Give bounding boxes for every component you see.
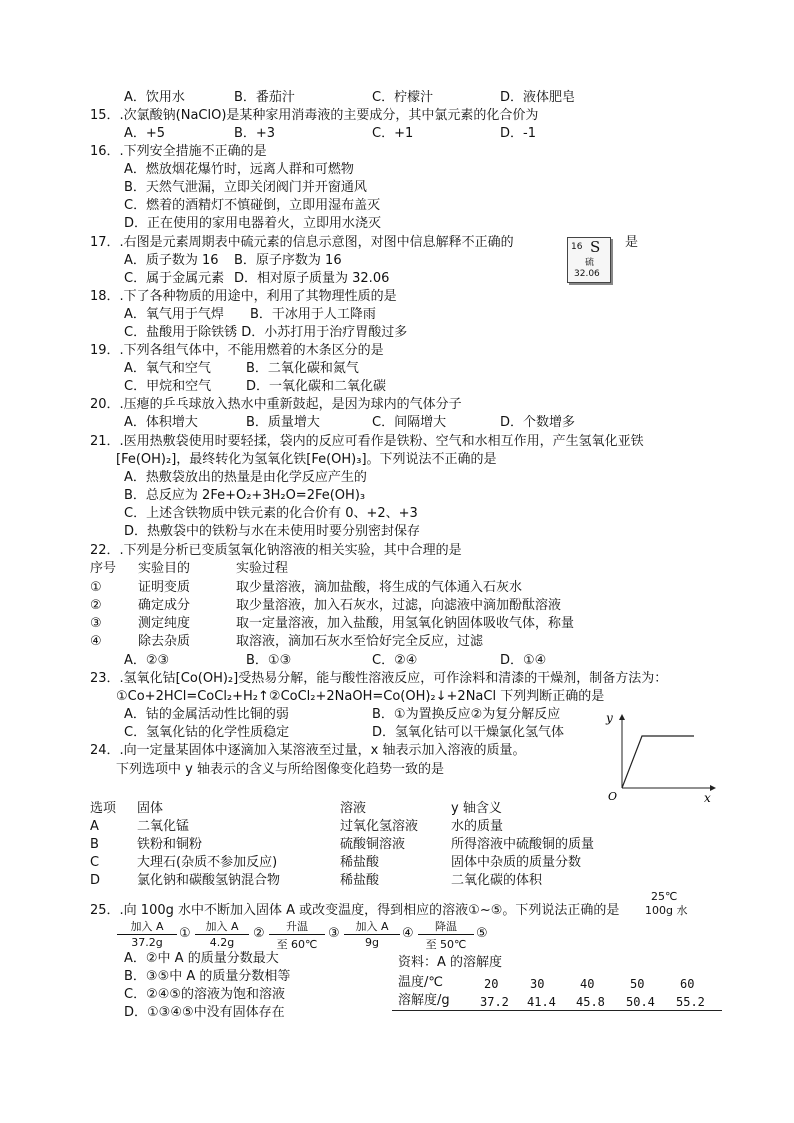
step3-arrow [269,934,325,935]
q14-option-c: C．柠檬汁 [372,90,434,105]
q20-stem: 20．.压瘪的乒乓球放入热水中重新鼓起，是因为球内的气体分子 [90,397,462,412]
q17-option-a: A．质子数为 16 [124,253,219,268]
q16-option-a: A．燃放烟花爆竹时，远离人群和可燃物 [124,162,354,177]
q15-option-a: A．+5 [124,126,166,141]
q19-option-b: B．二氧化碳和氮气 [246,361,359,376]
q24-row-b-solution: 硫酸铜溶液 [340,837,406,852]
q14-option-b: B．番茄汁 [234,90,295,105]
trend-line [622,736,694,788]
q22-header-goal: 实验目的 [138,561,191,576]
atomic-mass: 32.06 [574,269,600,279]
q24-row-b-solid: 铁粉和铜粉 [137,837,203,852]
q22-row4-no: ④ [90,634,102,649]
q15-option-d: D．-1 [500,126,536,141]
q24-row-a-solid: 二氧化锰 [137,819,190,834]
temp-20: 20 [484,977,499,991]
q19-option-d: D．一氧化碳和二氧化碳 [246,379,387,394]
step3-top: 升温 [286,920,308,933]
q22-row1-goal: 证明变质 [138,580,191,595]
q16-option-d: D．正在使用的家用电器着火，立即用水浇灭 [124,216,382,231]
q22-option-c: C．②④ [372,653,418,668]
q21-option-c: C．上述含铁物质中铁元素的化合价有 0、+2、+3 [124,506,418,521]
q15-stem: 15．.次氯酸钠(NaClO)是某种家用消毒液的主要成分，其中氯元素的化合价为 [90,108,539,123]
step2-bottom: 4.2g [209,936,235,949]
q18-option-b: B．干冰用于人工降雨 [250,307,376,322]
solubility-title: 资料：A 的溶解度 [398,955,503,970]
q23-stem-line2: ①Co+2HCl=CoCl₂+H₂↑②CoCl₂+2NaOH=Co(OH)₂↓+2NaCl 下列判断正确的是 [116,689,605,704]
q24-row-a-option: A [90,819,99,834]
step1-bottom: 37.2g [131,936,163,949]
q22-header-procedure: 实验过程 [236,561,289,576]
q25-option-c: C．②④⑤的溶液为饱和溶液 [124,987,286,1002]
atomic-number: 16 [571,242,583,252]
q23-option-b: B．①为置换反应②为复分解反应 [372,707,561,722]
q24-row-b-yaxis: 所得溶液中硫酸铜的质量 [451,837,595,852]
q22-option-d: D．①④ [500,653,547,668]
q17-stem: 17．.右图是元素周期表中硫元素的信息示意图，对图中信息解释不正确的 [90,235,514,250]
q25-stem: 25．.向 100g 水中不断加入固体 A 或改变温度，得到相应的溶液①~⑤。下列说法正确的是 [90,903,620,918]
element-symbol: S [590,238,601,256]
solubility-20: 37.2 [480,995,509,1009]
q24-stem-line1: 24．.向一定量某固体中逐滴加入某溶液至过量，x 轴表示加入溶液的质量。 [90,743,526,758]
q17-stem-tail: 是 [625,235,639,250]
q15-option-c: C．+1 [372,126,414,141]
q22-row2-no: ② [90,598,102,613]
step1-top: 加入 A [130,920,164,933]
q24-row-b-option: B [90,837,99,852]
q24-header-solid: 固体 [137,801,164,816]
q24-header-solution: 溶液 [340,801,367,816]
step5-bottom: 至 50℃ [425,938,467,951]
q24-row-d-option: D [90,873,101,888]
q17-option-c: C．属于金属元素 [124,271,225,286]
node-3: ③ [328,926,340,941]
q21-option-b: B．总反应为 2Fe+O₂+3H₂O=2Fe(OH)₃ [124,488,366,503]
q17-option-b: B．原子序数为 16 [234,253,342,268]
q24-header-option: 选项 [90,801,117,816]
node-4: ④ [402,926,414,941]
node-5: ⑤ [476,926,488,941]
node-2: ② [253,926,265,941]
temp-60: 60 [680,977,695,991]
q20-option-c: C．间隔增大 [372,415,447,430]
q23-option-d: D．氢氧化钴可以干燥氯化氢气体 [372,725,565,740]
q16-option-b: B．天然气泄漏，立即关闭阀门并开窗通风 [124,180,367,195]
q22-row3-procedure: 取一定量溶液，加入盐酸，用氢氧化钠固体吸收气体，称量 [236,616,575,631]
element-name: 硫 [585,258,595,268]
solubility-row-label: 溶解度/g [398,993,450,1008]
temp-50: 50 [630,977,645,991]
q24-trend-graph [598,708,718,802]
q23-stem-line1: 23．.氢氧化钴[Co(OH)₂]受热易分解，能与酸性溶液反应，可作涂料和清漆的干燥剂，制备方法为： [90,671,668,686]
q14-option-a: A．饮用水 [124,90,185,105]
solubility-60: 55.2 [676,995,705,1009]
y-axis-label: y [606,711,613,725]
q25-option-a: A．②中 A 的质量分数最大 [124,951,279,966]
q22-header-no: 序号 [90,561,117,576]
q17-option-d: D．相对原子质量为 32.06 [234,271,390,286]
temp-30: 30 [530,977,545,991]
q22-row4-procedure: 取溶液，滴加石灰水至恰好完全反应，过滤 [236,634,484,649]
q20-option-a: A．体积增大 [124,415,198,430]
sulfur-element-card [567,237,611,283]
q24-row-c-option: C [90,855,100,870]
temp-40: 40 [580,977,595,991]
q23-option-a: A．钴的金属活动性比铜的弱 [124,707,289,722]
temp-row-label: 温度/℃ [398,975,443,990]
q25-note-temperature: 25℃ [651,890,678,903]
q25-note-water: 100g 水 [645,904,688,917]
x-axis-label: x [704,791,711,802]
q14-option-d: D．液体肥皂 [500,90,576,105]
step5-top: 降温 [435,920,457,933]
q20-option-b: B．质量增大 [246,415,320,430]
q22-row1-no: ① [90,580,102,595]
q24-header-yaxis: y 轴含义 [451,801,502,816]
step2-arrow [195,934,249,935]
step3-bottom: 至 60℃ [276,938,318,951]
q16-option-c: C．燃着的酒精灯不慎碰倒，立即用湿布盖灭 [124,198,381,213]
solubility-40: 45.8 [576,995,605,1009]
q18-option-a: A．氧气用于气焊 [124,307,224,322]
q22-option-a: A．②③ [124,653,170,668]
table-bottom-rule [392,1010,722,1011]
q22-row4-goal: 除去杂质 [138,634,191,649]
q24-row-a-yaxis: 水的质量 [451,819,504,834]
q22-stem: 22．.下列是分析已变质氢氧化钠溶液的相关实验，其中合理的是 [90,543,462,558]
q20-option-d: D．个数增多 [500,415,576,430]
step4-bottom: 9g [365,936,379,949]
q24-row-d-solution: 稀盐酸 [340,873,380,888]
q22-row2-goal: 确定成分 [138,598,191,613]
q21-option-d: D．热敷袋中的铁粉与水在未使用时要分别密封保存 [124,524,421,539]
q21-stem-line1: 21．.医用热敷袋使用时要轻揉，袋内的反应可看作是铁粉、空气和水相互作用，产生氢氧化亚铁 [90,434,644,449]
solubility-30: 41.4 [527,995,556,1009]
node-1: ① [179,926,191,941]
q24-row-d-solid: 氯化钠和碳酸氢钠混合物 [137,873,281,888]
q22-row3-goal: 测定纯度 [138,616,191,631]
q18-option-cd: C．盐酸用于除铁锈 D．小苏打用于治疗胃酸过多 [124,325,408,340]
step4-top: 加入 A [355,920,389,933]
q22-row3-no: ③ [90,616,102,631]
step4-arrow [344,934,400,935]
q21-stem-line2: [Fe(OH)₂]，最终转化为氢氧化铁[Fe(OH)₃]。下列说法不正确的是 [116,452,497,467]
q24-row-d-yaxis: 二氧化碳的体积 [451,873,543,888]
q16-stem: 16．.下列安全措施不正确的是 [90,144,267,159]
x-axis-arrow-icon [710,785,716,791]
step1-arrow [117,934,177,935]
origin-label: O [608,790,618,802]
q25-option-d: D．①③④⑤中没有固体存在 [124,1005,285,1020]
q19-option-c: C．甲烷和空气 [124,379,212,394]
q19-stem: 19．.下列各组气体中，不能用燃着的木条区分的是 [90,343,384,358]
step2-top: 加入 A [205,920,239,933]
q25-option-b: B．③⑤中 A 的质量分数相等 [124,969,291,984]
q24-row-c-solution: 稀盐酸 [340,855,380,870]
q24-row-c-yaxis: 固体中杂质的质量分数 [451,855,582,870]
q18-stem: 18．.下了各种物质的用途中，利用了其物理性质的是 [90,289,397,304]
solubility-50: 50.4 [626,995,655,1009]
q24-row-a-solution: 过氧化氢溶液 [340,819,419,834]
q21-option-a: A．热敷袋放出的热量是由化学反应产生的 [124,470,367,485]
q24-row-c-solid: 大理石(杂质不参加反应) [137,855,278,870]
q19-option-a: A．氧气和空气 [124,361,211,376]
q22-option-b: B．①③ [246,653,292,668]
q15-option-b: B．+3 [234,126,276,141]
y-axis-arrow-icon [619,714,625,720]
q22-row1-procedure: 取少量溶液，滴加盐酸，将生成的气体通入石灰水 [236,580,523,595]
q24-stem-line2: 下列选项中 y 轴表示的含义与所给图像变化趋势一致的是 [116,762,444,777]
q23-option-c: C．氢氧化钴的化学性质稳定 [124,725,290,740]
step5-arrow [418,934,474,935]
q22-row2-procedure: 取少量溶液，加入石灰水，过滤，向滤液中滴加酚酞溶液 [236,598,562,613]
